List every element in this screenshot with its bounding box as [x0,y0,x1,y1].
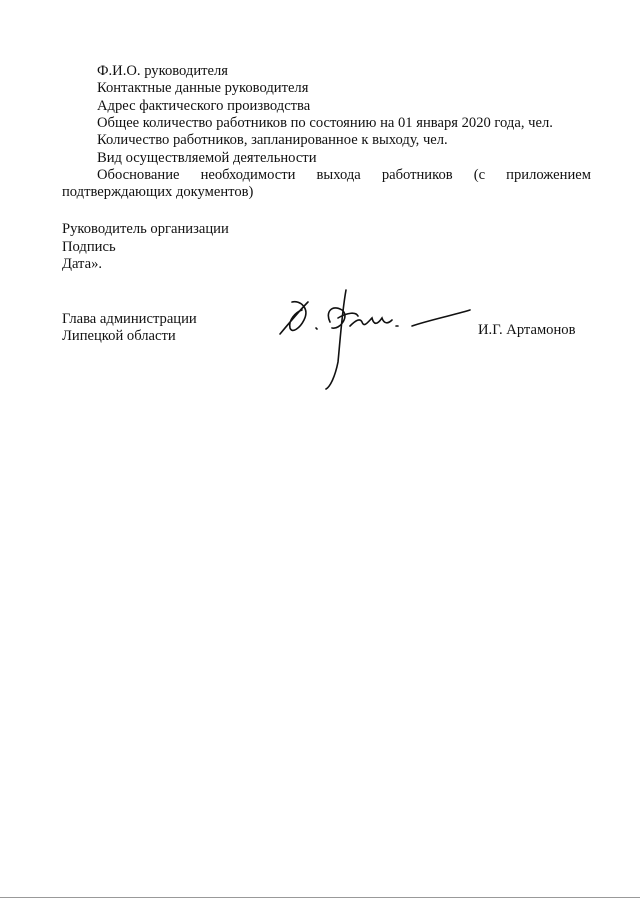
word: выхода [316,167,361,183]
field-planned-workers: Количество работников, запланированное к выходу, чел. [97,132,448,148]
field-address: Адрес фактического производства [97,98,311,114]
org-head-label: Руководитель организации [62,221,229,237]
field-justification-continuation: подтверждающих документов) [62,184,254,200]
page-edge-line [0,897,640,898]
field-justification [97,167,591,184]
signatory-title-2: Липецкой области [62,328,176,344]
word: работников [381,167,453,183]
handwritten-signature [270,282,480,397]
field-activity: Вид осуществляемой деятельности [97,150,317,166]
signature-label: Подпись [62,239,116,255]
word: необходимости [200,167,296,183]
field-name: Ф.И.О. руководителя [97,63,229,79]
signatory-name: И.Г. Артамонов [478,322,576,338]
signatory-title-1: Глава администрации [62,311,197,327]
word: Обоснование [97,167,180,183]
word: (с [473,167,486,183]
word: приложением [506,167,591,183]
field-total-workers: Общее количество работников по состоянию на 01 января 2020 года, чел. [97,115,553,131]
field-contacts: Контактные данные руководителя [97,80,309,96]
date-label: Дата». [62,256,103,272]
